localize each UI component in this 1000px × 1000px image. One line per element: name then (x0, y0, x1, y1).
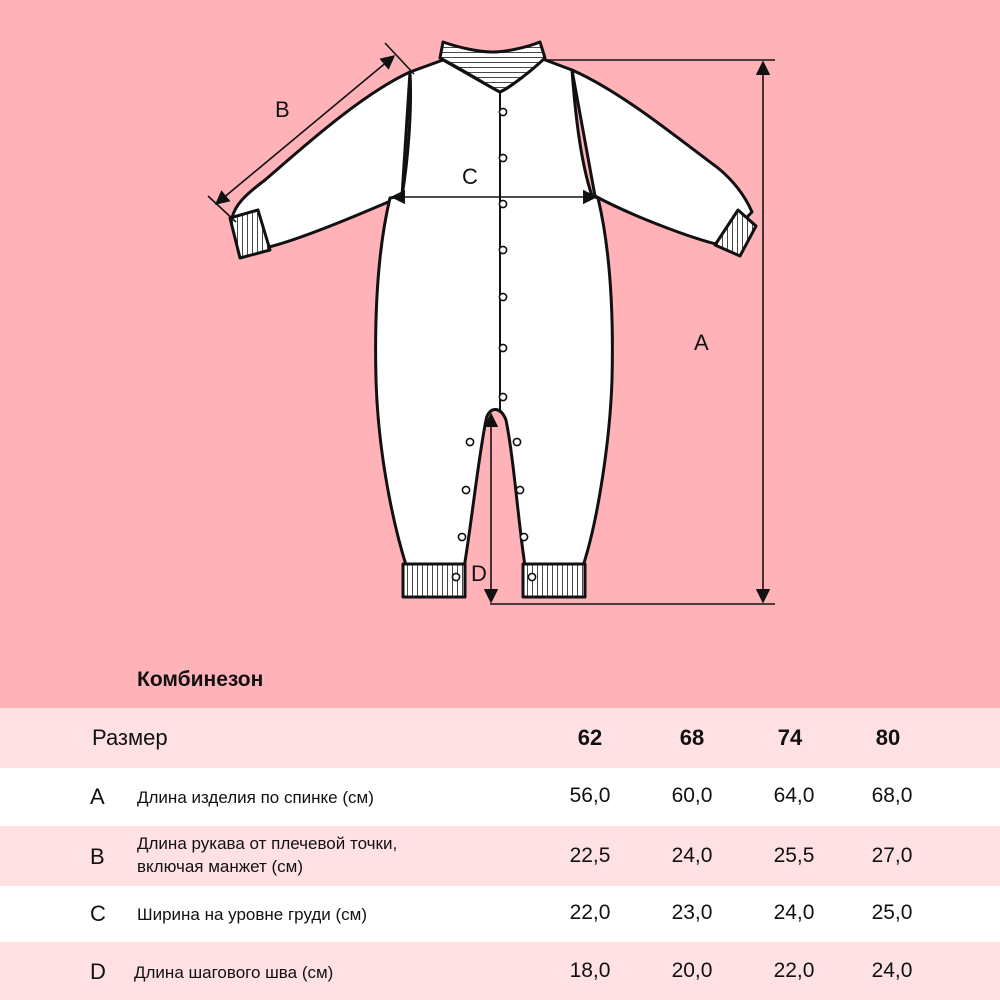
romper-body (376, 58, 613, 568)
value-size-62: 56,0 (569, 784, 611, 807)
row-description: Длина изделия по спинке (см) (137, 788, 374, 807)
snap-button (520, 533, 527, 540)
product-title: Комбинезон (137, 668, 264, 691)
dimension-b-tick-top (385, 43, 414, 74)
snap-button (499, 393, 506, 400)
snap-button (499, 344, 506, 351)
value-size-74: 24,0 (773, 901, 815, 924)
size-header-label: Размер (92, 725, 168, 750)
size-header-80: 80 (875, 725, 901, 750)
value-size-62: 18,0 (569, 959, 611, 982)
snap-button (462, 486, 469, 493)
value-size-80: 24,0 (871, 959, 913, 982)
snap-button (458, 533, 465, 540)
value-size-68: 24,0 (671, 844, 713, 867)
snap-button (499, 108, 506, 115)
value-size-80: 68,0 (871, 784, 913, 807)
row-description: Ширина на уровне груди (см) (137, 905, 368, 924)
dimension-d-label: D (471, 561, 487, 586)
table-header-row (0, 708, 1000, 768)
row-letter: A (90, 784, 105, 809)
value-size-68: 23,0 (671, 901, 713, 924)
snap-button (516, 486, 523, 493)
size-header-68: 68 (679, 725, 705, 750)
value-size-80: 27,0 (871, 844, 913, 867)
value-size-74: 22,0 (773, 959, 815, 982)
snap-button (499, 154, 506, 161)
snap-button (513, 438, 520, 445)
value-size-68: 60,0 (671, 784, 713, 807)
table-row-d (0, 942, 1000, 1000)
value-size-74: 25,5 (773, 844, 815, 867)
dimension-a-label: A (694, 330, 709, 355)
snap-button (528, 573, 535, 580)
snap-button (466, 438, 473, 445)
value-size-68: 20,0 (671, 959, 713, 982)
size-header-62: 62 (577, 725, 603, 750)
row-letter: C (90, 901, 106, 926)
romper-garment (230, 42, 756, 597)
value-size-62: 22,0 (569, 901, 611, 924)
size-header-74: 74 (777, 725, 803, 750)
table-row-c (0, 886, 1000, 942)
snap-button (499, 200, 506, 207)
dimension-c-label: C (462, 164, 478, 189)
snap-button (499, 246, 506, 253)
row-letter: B (90, 844, 105, 869)
value-size-62: 22,5 (569, 844, 611, 867)
snap-button (499, 293, 506, 300)
size-table (0, 708, 1000, 1000)
row-letter: D (90, 959, 106, 984)
value-size-80: 25,0 (871, 901, 913, 924)
row-description-line-2: включая манжет (см) (137, 857, 304, 876)
row-description-line-1: Длина рукава от плечевой точки, (137, 834, 398, 853)
dimension-b-label: B (275, 97, 290, 122)
snap-button (452, 573, 459, 580)
table-row-b (0, 826, 1000, 886)
table-row-a (0, 768, 1000, 826)
value-size-74: 64,0 (773, 784, 815, 807)
row-description: Длина шагового шва (см) (134, 963, 334, 982)
